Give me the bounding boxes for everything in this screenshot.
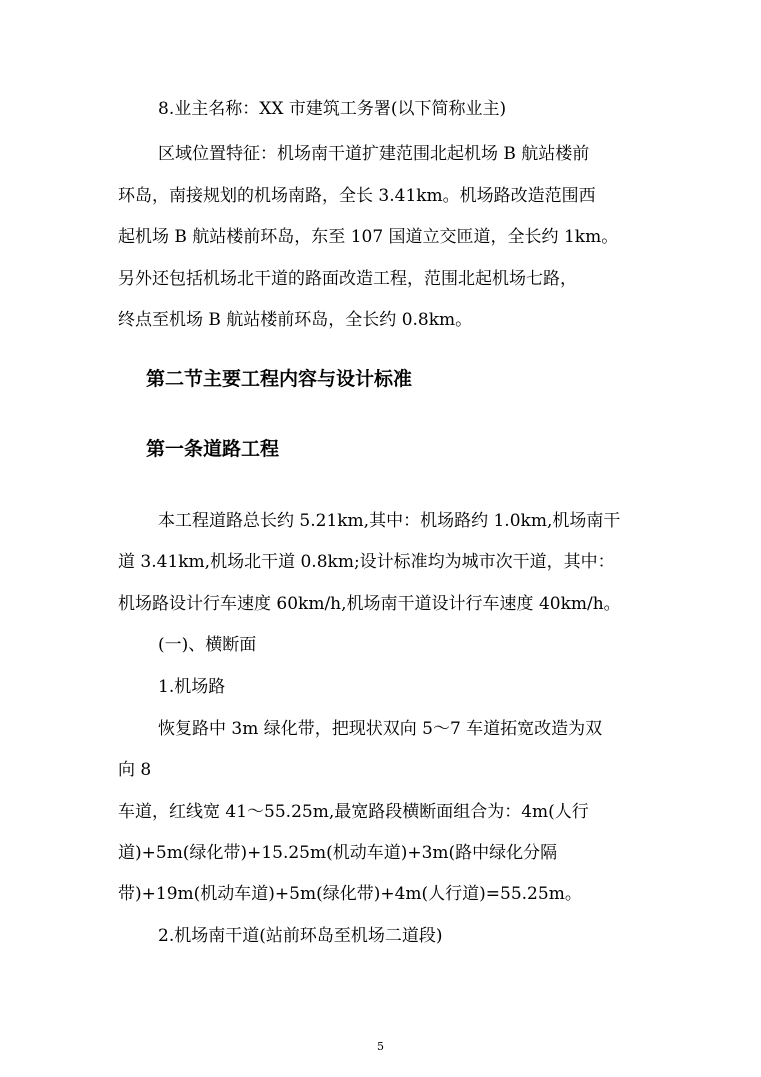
location-line-1: 区域位置特征：机场南干道扩建范围北起机场 B 航站楼前 bbox=[158, 144, 590, 164]
location-line-4: 另外还包括机场北干道的路面改造工程，范围北起机场七路， bbox=[118, 269, 577, 289]
owner-line: 8.业主名称：XX 市建筑工务署(以下简称业主) bbox=[158, 99, 507, 119]
summary-line-1: 本工程道路总长约 5.21km,其中：机场路约 1.0km,机场南干 bbox=[158, 511, 621, 531]
summary-line-3: 机场路设计行车速度 60km/h,机场南干道设计行车速度 40km/h。 bbox=[118, 594, 621, 614]
location-line-2: 环岛，南接规划的机场南路，全长 3.41km。机场路改造范围西 bbox=[118, 186, 596, 206]
south-road-heading: 2.机场南干道(站前环岛至机场二道段) bbox=[158, 926, 443, 946]
airport-road-heading: 1.机场路 bbox=[158, 677, 226, 697]
article-title: 第一条道路工程 bbox=[146, 438, 280, 460]
section-title: 第二节主要工程内容与设计标准 bbox=[146, 368, 413, 390]
summary-line-2: 道 3.41km,机场北干道 0.8km;设计标准均为城市次干道，其中： bbox=[118, 552, 615, 572]
page-number: 5 bbox=[377, 1040, 384, 1053]
location-line-3: 起机场 B 航站楼前环岛，东至 107 国道立交匝道，全长约 1km。 bbox=[118, 227, 619, 247]
cross-section-heading: (一)、横断面 bbox=[158, 635, 257, 655]
airport-road-line-1: 恢复路中 3m 绿化带，把现状双向 5～7 车道拓宽改造为双 bbox=[158, 719, 603, 739]
location-line-5: 终点至机场 B 航站楼前环岛，全长约 0.8km。 bbox=[118, 310, 473, 330]
airport-road-line-2: 向 8 bbox=[118, 760, 152, 780]
airport-road-line-4: 道)+5m(绿化带)+15.25m(机动车道)+3m(路中绿化分隔 bbox=[118, 843, 558, 863]
airport-road-line-3: 车道，红线宽 41～55.25m,最宽路段横断面组合为：4m(人行 bbox=[118, 802, 589, 822]
airport-road-line-5: 带)+19m(机动车道)+5m(绿化带)+4m(人行道)=55.25m。 bbox=[118, 884, 582, 904]
